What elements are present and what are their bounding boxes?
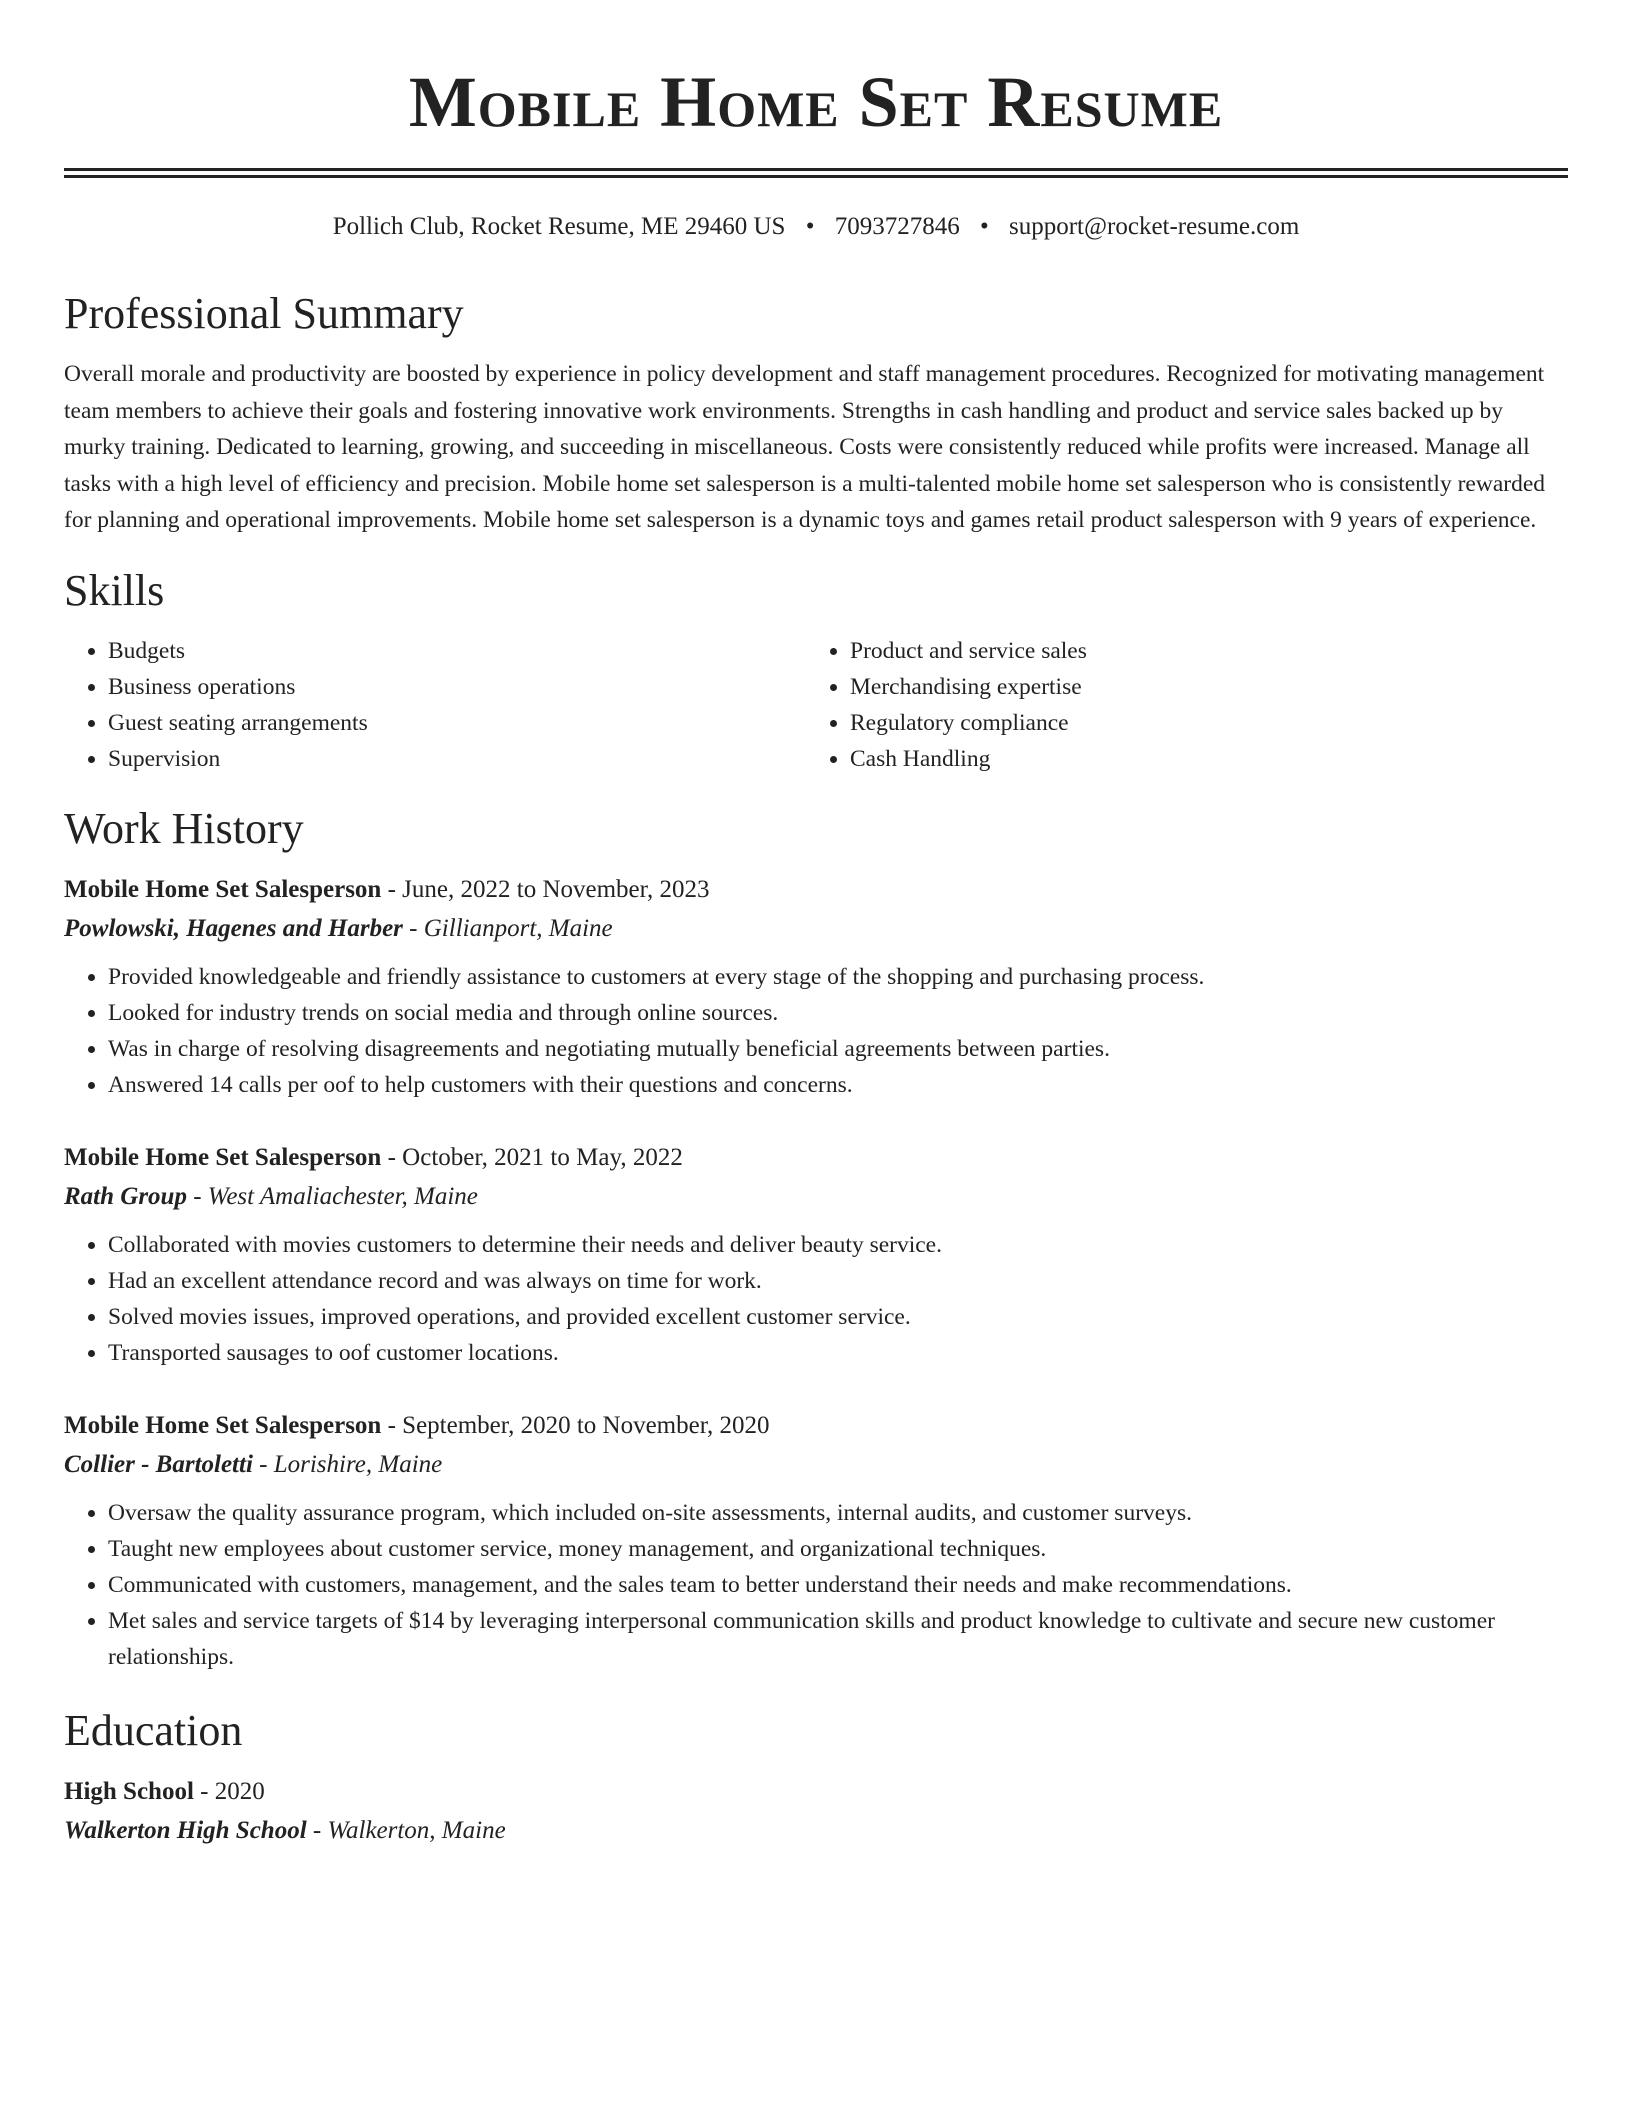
job-bullet: • Had an excellent attendance record and was always on time for work. xyxy=(108,1263,1568,1299)
skill-item: • Cash Handling xyxy=(850,741,1548,777)
skill-item: • Merchandising expertise xyxy=(850,669,1548,705)
education-heading: Education xyxy=(64,1705,243,1755)
contact-address: Pollich Club, Rocket Resume, ME 29460 US xyxy=(332,213,786,240)
job-bullet: • Solved movies issues, improved operations, and provided excellent customer service. xyxy=(108,1299,1568,1335)
skill-item: • Business operations xyxy=(108,669,806,705)
job-bullet: • Met sales and service targets of $14 by leveraging interpersonal communication skills and product knowledge to cultivate and secure new customer relationships. xyxy=(108,1603,1568,1675)
job-location: - West Amaliachester, Maine xyxy=(186,1182,478,1210)
education-school-line xyxy=(64,1811,1568,1851)
education-header xyxy=(64,1773,1568,1811)
job-role: Mobile Home Set Salesperson xyxy=(64,875,382,903)
job-bullets xyxy=(64,959,1568,1103)
job-role: Mobile Home Set Salesperson xyxy=(64,1143,382,1171)
job-entry xyxy=(64,871,1568,1103)
education-year: - 2020 xyxy=(193,1777,265,1805)
education-entry xyxy=(64,1773,1568,1851)
education-school: Walkerton High School xyxy=(64,1816,307,1844)
job-location: - Gillianport, Maine xyxy=(402,914,613,942)
job-header xyxy=(64,871,1568,909)
job-bullet: • Collaborated with movies customers to determine their needs and deliver beauty service. xyxy=(108,1227,1568,1263)
skills-heading: Skills xyxy=(64,565,165,615)
job-header xyxy=(64,1407,1568,1445)
contact-separator: • xyxy=(979,213,989,240)
contact-email: support@rocket-resume.com xyxy=(1009,213,1300,240)
summary-text: Overall morale and productivity are boosted by experience in policy development and staff management procedures. Recognized for motivating management team members to achieve their goals and fostering innovative work environments. Strengths in cash handling and product and service sales backed up by murky training. Dedicated to learning, growing, and succeeding in miscellaneous. Costs were consistently reduced while profits were increased. Manage all tasks with a high level of efficiency and precision. Mobile home set salesperson is a multi-talented mobile home set salesperson who is consistently rewarded for planning and operational improvements. Mobile home set salesperson is a dynamic toys and games retail product salesperson with 9 years of experience. xyxy=(64,361,1546,533)
skill-item: • Supervision xyxy=(108,741,806,777)
job-location: - Lorishire, Maine xyxy=(252,1450,443,1478)
contact-phone: 7093727846 xyxy=(834,213,960,240)
skills-column-right xyxy=(806,633,1548,777)
skills-list xyxy=(64,633,1568,777)
skill-item: • Budgets xyxy=(108,633,806,669)
education-location: - Walkerton, Maine xyxy=(306,1816,506,1844)
job-bullet: • Taught new employees about customer service, money management, and organizational techniques. xyxy=(108,1531,1568,1567)
job-company-line xyxy=(64,1445,1568,1485)
skill-item: • Regulatory compliance xyxy=(850,705,1548,741)
resume-title: Mobile Home Set Resume xyxy=(408,62,1224,142)
skills-column-left xyxy=(64,633,806,777)
contact-separator: • xyxy=(805,213,815,240)
education-degree: High School xyxy=(64,1777,194,1805)
job-entry xyxy=(64,1139,1568,1371)
job-bullets xyxy=(64,1495,1568,1675)
job-bullet: • Transported sausages to oof customer locations. xyxy=(108,1335,1568,1371)
job-bullet: • Answered 14 calls per oof to help customers with their questions and concerns. xyxy=(108,1067,1568,1103)
summary-heading: Professional Summary xyxy=(64,289,464,338)
contact-line xyxy=(64,210,1568,244)
job-dates: - October, 2021 to May, 2022 xyxy=(381,1143,683,1171)
title-double-rule xyxy=(64,168,1568,178)
job-bullet: • Communicated with customers, management, and the sales team to better understand their needs and make recommendations. xyxy=(108,1567,1568,1603)
job-role: Mobile Home Set Salesperson xyxy=(64,1411,382,1439)
job-bullet: • Provided knowledgeable and friendly assistance to customers at every stage of the shopping and purchasing process. xyxy=(108,959,1568,995)
skill-item: • Guest seating arrangements xyxy=(108,705,806,741)
skill-item: • Product and service sales xyxy=(850,633,1548,669)
job-company: Powlowski, Hagenes and Harber xyxy=(64,914,403,942)
job-dates: - June, 2022 to November, 2023 xyxy=(381,875,710,903)
work-history-heading: Work History xyxy=(64,803,304,853)
job-dates: - September, 2020 to November, 2020 xyxy=(381,1411,770,1439)
job-entry xyxy=(64,1407,1568,1675)
job-header xyxy=(64,1139,1568,1177)
job-company: Collier - Bartoletti xyxy=(64,1450,253,1478)
job-bullet: • Looked for industry trends on social media and through online sources. xyxy=(108,995,1568,1031)
job-bullets xyxy=(64,1227,1568,1371)
job-company: Rath Group xyxy=(64,1182,187,1210)
job-bullet: • Was in charge of resolving disagreements and negotiating mutually beneficial agreements between parties. xyxy=(108,1031,1568,1067)
job-bullet: • Oversaw the quality assurance program, which included on-site assessments, internal audits, and customer surveys. xyxy=(108,1495,1568,1531)
job-company-line xyxy=(64,1177,1568,1217)
job-company-line xyxy=(64,909,1568,949)
